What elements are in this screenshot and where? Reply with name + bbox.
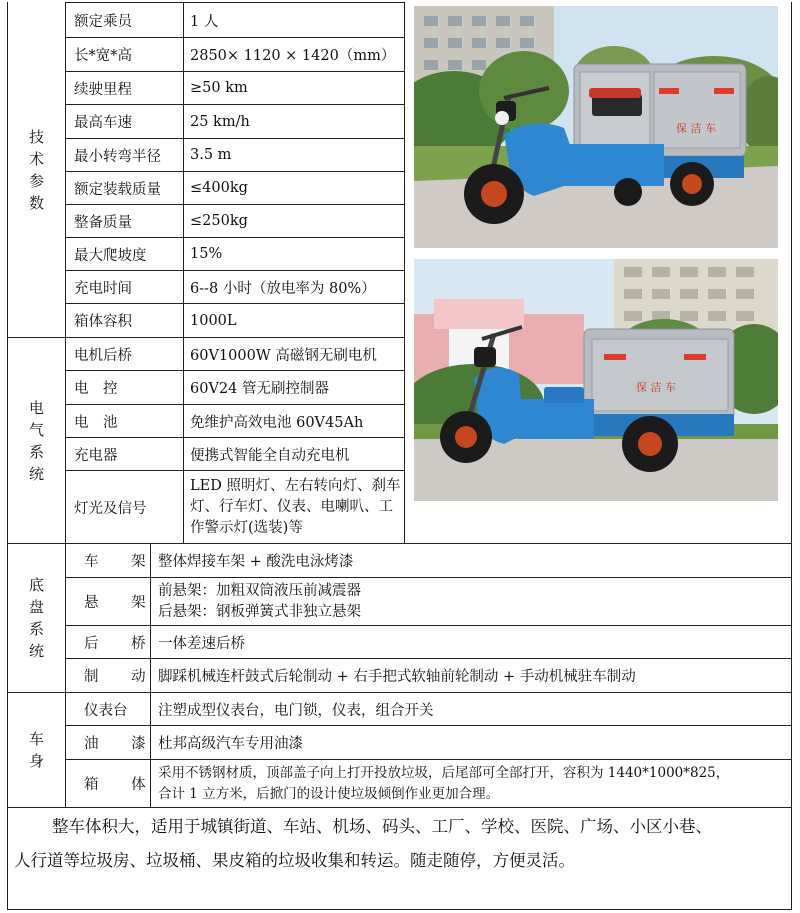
section-body: 车 身 [28, 730, 44, 770]
row-value: 整体焊接车架 + 酸洗电泳烤漆 [158, 554, 354, 570]
row-label: 额定装载质量 [74, 181, 161, 198]
summary-line-2: 人行道等垃圾房、垃圾桶、果皮箱的垃圾收集和转运。随走随停，方便灵活。 [14, 851, 575, 870]
row-label: 充电时间 [74, 280, 132, 297]
row-value: 便携式智能全自动充电机 [190, 447, 350, 464]
row-value: 60V1000W 高磁钢无刷电机 [190, 347, 377, 364]
row-value: 6--8 小时（放电率为 80%） [190, 280, 376, 297]
row-value: ≤400kg [190, 180, 248, 196]
row-value-line: 合计 1 立方米，后掀门的设计使垃圾倾倒作业更加合理。 [158, 785, 500, 802]
row-value: 1000L [190, 312, 237, 329]
value-divider-upper [404, 2, 405, 543]
row-label: 充电器 [74, 447, 118, 464]
row-label: 箱 体 [84, 777, 160, 793]
row-value: 1 人 [190, 13, 219, 30]
row-label: 额定乘员 [74, 13, 132, 30]
row-value: 杜邦高级汽车专用油漆 [158, 736, 303, 752]
row-value: ≤250kg [190, 213, 248, 229]
row-value-line: 前悬架：加粗双筒液压前减震器 [158, 582, 361, 599]
row-value [158, 760, 729, 807]
row-label: 灯光及信号 [74, 500, 147, 517]
section-line-summary [7, 807, 792, 808]
outer-right-border [791, 2, 792, 910]
row-value: ≥50 km [190, 80, 248, 96]
row-value: 15% [190, 246, 223, 262]
row-label: 电 控 [74, 381, 118, 397]
row-label: 油 漆 [84, 736, 160, 752]
section-electric-system: 电 气 系 统 [28, 398, 44, 483]
row-value: 25 km/h [190, 113, 250, 130]
row-label: 仪表台 [84, 702, 128, 719]
product-photo-bottom [414, 259, 778, 501]
row-value-line: 后悬架：钢板弹簧式非独立悬架 [158, 603, 361, 620]
row-value: 注塑成型仪表台，电门锁，仪表，组合开关 [158, 702, 434, 719]
row-value: 60V24 管无刷控制器 [190, 381, 329, 397]
row-label: 电机后桥 [74, 347, 132, 364]
row-value-line: 采用不锈钢材质，顶部盖子向上打开投放垃圾，后尾部可全部打开，容积为 1440*1000*825， [158, 764, 730, 781]
section-chassis-system: 底 盘 系 统 [28, 576, 44, 660]
box-lettering: 保 洁 车 [676, 122, 716, 135]
row-value: 2850× 1120 × 1420（mm） [190, 48, 396, 64]
row-label: 续驶里程 [74, 81, 132, 98]
row-label: 整备质量 [74, 214, 132, 231]
row-label: 最小转弯半径 [74, 148, 161, 165]
label-divider-upper [183, 2, 184, 543]
summary-line-1: 整车体积大，适用于城镇街道、车站、机场、码头、工厂、学校、医院、广场、小区小巷、 [52, 817, 712, 836]
row-label: 制 动 [84, 669, 160, 685]
product-photo-top [414, 6, 778, 248]
row-value: 免维护高效电池 60V45Ah [190, 414, 364, 431]
row-label: 悬 架 [84, 595, 160, 611]
row-value: LED 照明灯、左右转向灯、刹车灯、行车灯、仪表、电喇叭、工作警示灯(选装)等 [190, 477, 401, 536]
section-tech-params: 技 术 参 数 [28, 128, 44, 212]
row-label: 车 架 [84, 554, 160, 570]
outer-bottom-border [7, 909, 792, 910]
row-label: 最大爬坡度 [74, 247, 147, 264]
row-label: 箱体容积 [74, 314, 132, 330]
row-value [158, 578, 361, 625]
row-label: 电 池 [74, 414, 118, 431]
row-value: 3.5 m [190, 147, 232, 163]
box-lettering: 保 洁 车 [636, 381, 676, 394]
row-label: 最高车速 [74, 115, 132, 131]
row-label: 长*宽*高 [74, 48, 132, 64]
row-label: 后 桥 [84, 635, 160, 652]
row-value: 脚踩机械连杆鼓式后轮制动 + 右手把式软轴前轮制动 + 手动机械驻车制动 [158, 669, 636, 685]
row-value: 一体差速后桥 [158, 635, 245, 652]
